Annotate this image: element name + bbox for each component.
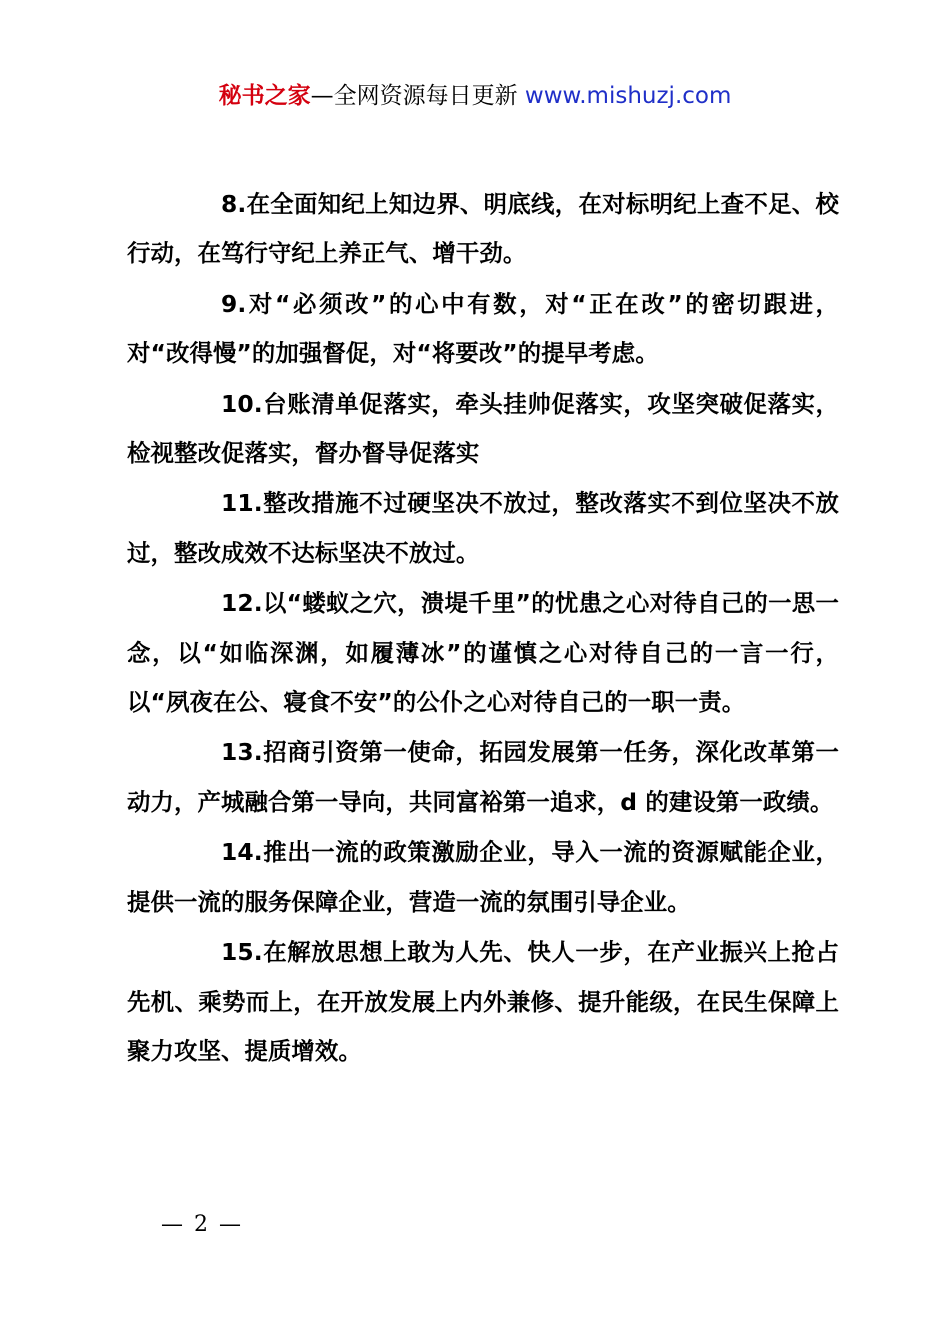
document-body: [127, 180, 839, 1077]
paragraph-text: 在解放思想上敢为人先、快人一步，在产业振兴上抢占先机、乘势而上，在开放发展上内外兼修、提升能级，在民生保障上聚力攻坚、提质增效。: [127, 938, 839, 1065]
paragraph-number: 12.: [221, 589, 263, 618]
paragraph-number: 10.: [221, 389, 263, 418]
paragraph-number: 8.: [221, 190, 247, 218]
paragraph-8: [127, 180, 839, 279]
paragraph-text: 在全面知纪上知边界、明底线，在对标明纪上查不足、校行动，在笃行守纪上养正气、增干劲。: [127, 190, 839, 268]
paragraph-text: 台账清单促落实，牵头挂帅促落实，攻坚突破促落实，检视整改促落实，督办督导促落实: [127, 389, 839, 468]
paragraph-number: 13.: [221, 738, 263, 767]
page-header: [0, 80, 950, 112]
paragraph-text: 招商引资第一使命，拓园发展第一任务，深化改革第一动力，产城融合第一导向，共同富裕第一追求，d 的建设第一政绩。: [127, 738, 839, 816]
paragraph-text: 以“蝼蚁之穴，溃堤千里”的忧患之心对待自己的一思一念，以“如临深渊，如履薄冰”的谨慎之心对待自己的一言一行，以“夙夜在公、寝食不安”的公仆之心对待自己的一职一责。: [127, 589, 839, 717]
paragraph-14: [127, 828, 839, 927]
paragraph-11: [127, 479, 839, 578]
header-tagline: —全网资源每日更新: [310, 83, 525, 109]
page-number: — 2 —: [161, 1212, 243, 1237]
brand-name: 秘书之家: [218, 83, 311, 109]
paragraph-10: [127, 380, 839, 479]
paragraph-9: [127, 280, 839, 379]
paragraph-number: 15.: [221, 938, 263, 967]
paragraph-text: 对“必须改”的心中有数，对“正在改”的密切跟进，对“改得慢”的加强督促，对“将要改”的提早考虑。: [127, 289, 839, 368]
paragraph-text: 推出一流的政策激励企业，导入一流的资源赋能企业，提供一流的服务保障企业，营造一流的氛围引导企业。: [127, 838, 839, 916]
paragraph-13: [127, 728, 839, 827]
site-url[interactable]: www.mishuzj.com: [524, 83, 732, 109]
paragraph-number: 14.: [221, 838, 263, 867]
paragraph-12: [127, 579, 839, 727]
paragraph-text: 整改措施不过硬坚决不放过，整改落实不到位坚决不放过，整改成效不达标坚决不放过。: [127, 489, 839, 567]
paragraph-15: [127, 928, 839, 1076]
paragraph-number: 11.: [221, 489, 263, 518]
paragraph-number: 9.: [221, 289, 247, 318]
